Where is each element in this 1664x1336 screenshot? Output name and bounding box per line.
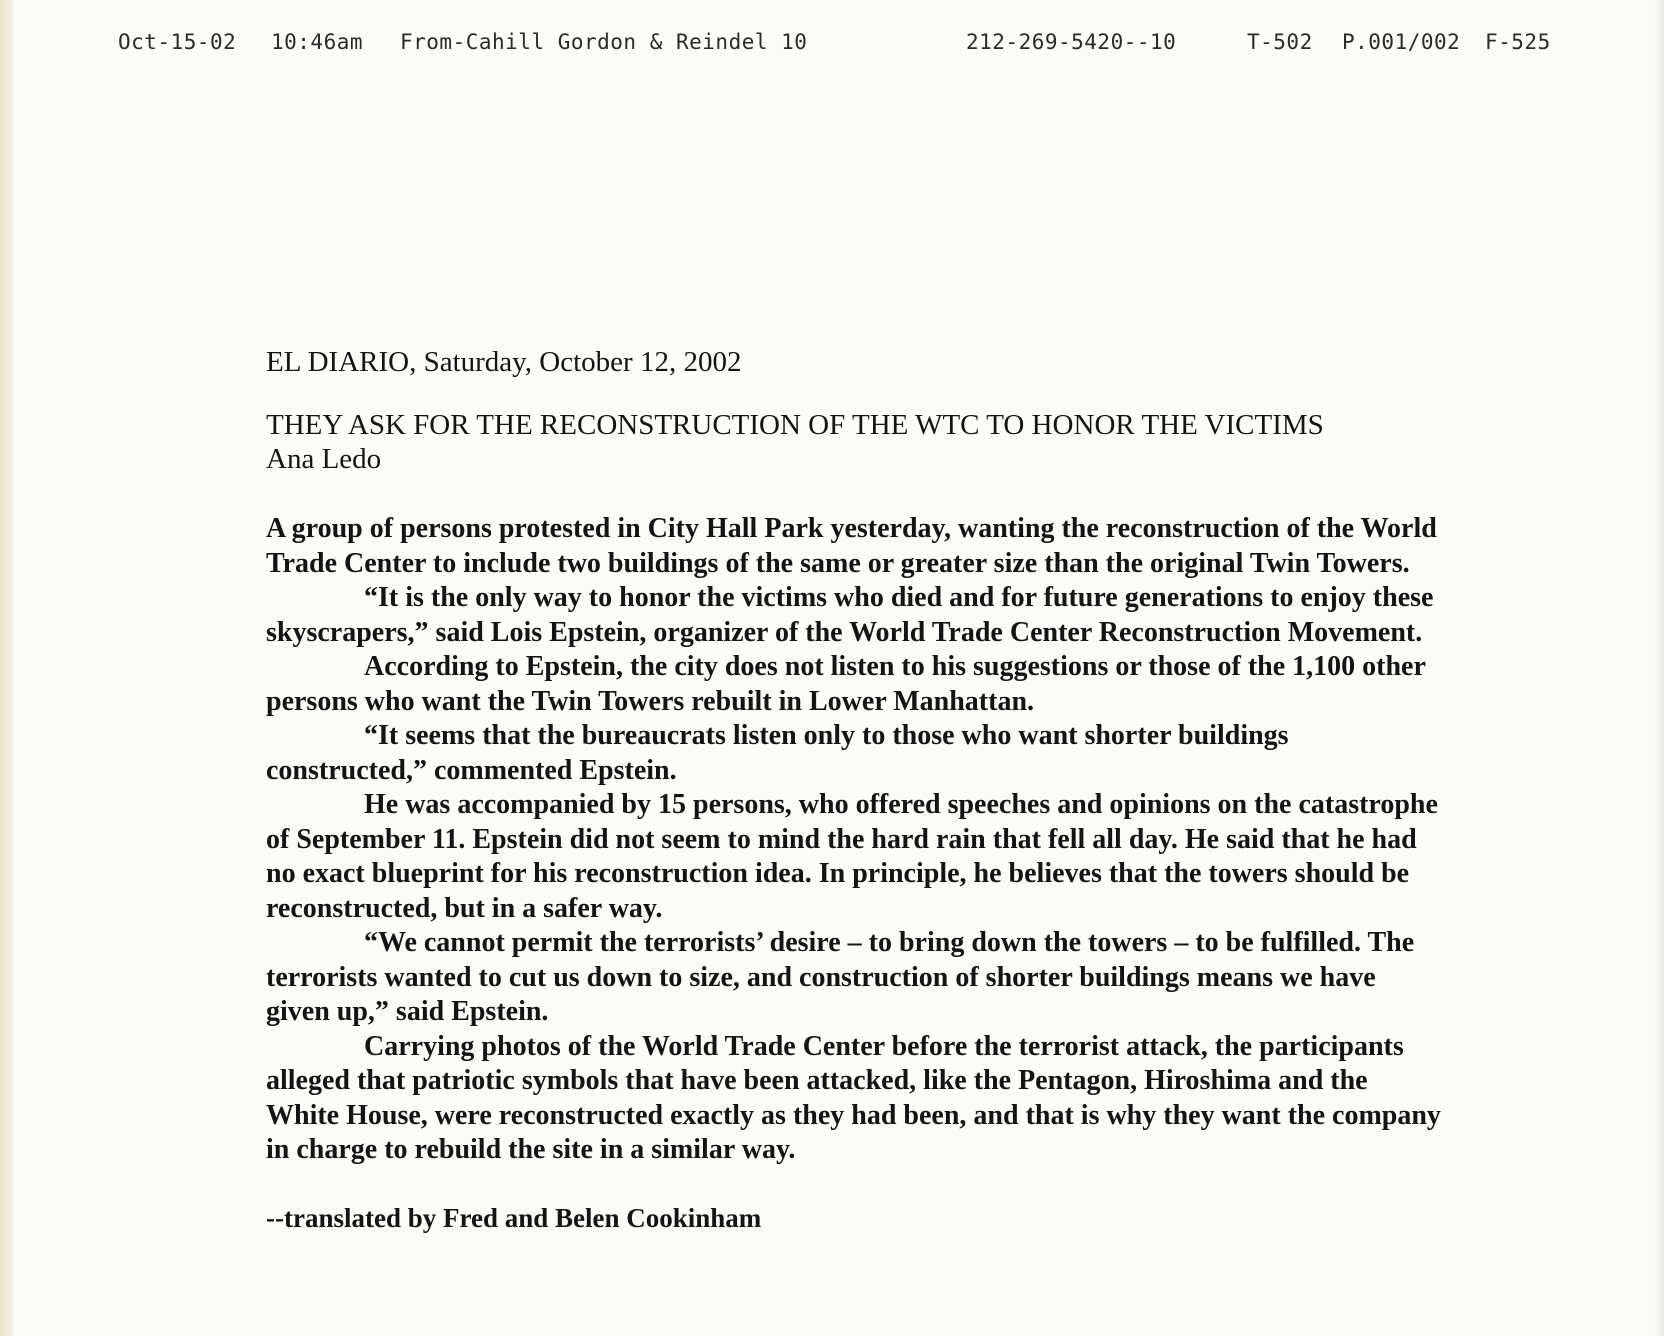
article-paragraph: “It seems that the bureaucrats listen only to those who want shorter buildings constructed,” commented Epstein. — [266, 720, 1289, 786]
article-paragraph: A group of persons protested in City Hall Park yesterday, wanting the reconstruction of the World Trade Center to include two buildings of the same or greater size than the original Twin Towers. — [266, 513, 1437, 579]
fax-date: Oct-15-02 — [118, 30, 237, 54]
article-paragraph: “We cannot permit the terrorists’ desire – to bring down the towers – to be fulfilled. The terrorists wanted to cut us down to size, and construction of shorter buildings means we have given up,” said Epstein. — [266, 927, 1415, 1027]
page-right-edge — [1654, 0, 1664, 1336]
article-dateline: EL DIARIO, Saturday, October 12, 2002 — [266, 346, 742, 378]
translator-credit: --translated by Fred and Belen Cookinham — [266, 1202, 762, 1233]
page-left-edge — [0, 0, 14, 1336]
fax-page-count: P.001/002 — [1342, 30, 1461, 54]
fax-phone-number: 212-269-5420--10 — [966, 30, 1177, 54]
article-paragraph: “It is the only way to honor the victims who died and for future generations to enjoy these skyscrapers,” said Lois Epstein, organizer of the World Trade Center Reconstruction Movement. — [266, 582, 1434, 648]
fax-transmission-header — [0, 30, 1664, 60]
article-byline: Ana Ledo — [266, 443, 382, 475]
article-headline: THEY ASK FOR THE RECONSTRUCTION OF THE WTC TO HONOR THE VICTIMS — [266, 409, 1324, 441]
fax-t-code: T-502 — [1247, 30, 1313, 54]
article-paragraph: According to Epstein, the city does not listen to his suggestions or those of the 1,100 other persons who want the Twin Towers rebuilt in Lower Manhattan. — [266, 651, 1426, 717]
article-body — [266, 512, 1441, 1168]
article — [266, 345, 1446, 1261]
article-paragraph: Carrying photos of the World Trade Center before the terrorist attack, the participants alleged that patriotic symbols that have been attacked, like the Pentagon, Hiroshima and the White House, were reconstructed exactly as they had been, and that is why they want the company in charge to rebuild the site in a similar way. — [266, 1030, 1441, 1165]
fax-sender: From-Cahill Gordon & Reindel 10 — [400, 30, 808, 54]
article-paragraph: He was accompanied by 15 persons, who offered speeches and opinions on the catastrophe of September 11. Epstein did not seem to mind the hard rain that fell all day. He said that he had no exact blueprint for his reconstruction idea. In principle, he believes that the towers should be reconstructed, but in a safer way. — [266, 789, 1438, 924]
fax-time: 10:46am — [271, 30, 364, 54]
fax-f-code: F-525 — [1485, 30, 1551, 54]
